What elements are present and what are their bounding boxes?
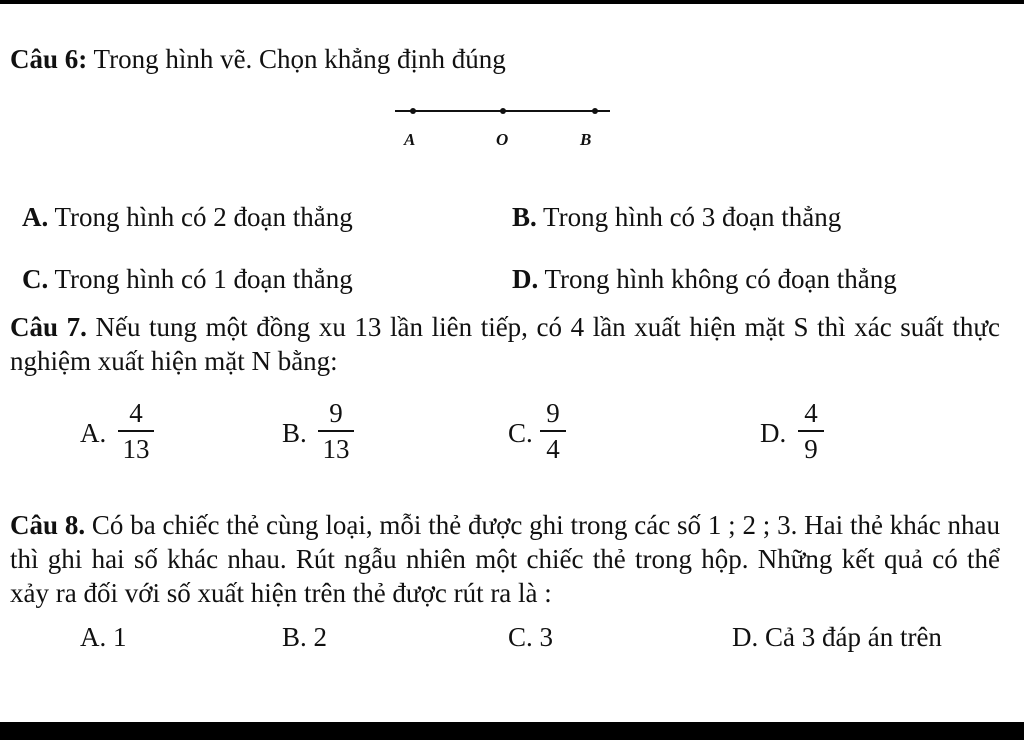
fraction-bar [318,430,354,432]
q6-number: Câu 6: [10,44,88,74]
q8-text: Có ba chiếc thẻ cùng loại, mỗi thẻ được ghi trong các số 1 ; 2 ; 3. Hai thẻ khác nhau thì ghi hai số khác nhau. Rút ngẫu nhiên một chiếc thẻ trong hộp. Những kết quả có thể xảy ra đối với số xuất hiện trên thẻ được rút ra là : [10,510,1000,608]
point-label-a: A [404,130,416,149]
q6-option-b-text: Trong hình có 3 đoạn thẳng [536,202,842,232]
q8-option-a: A. 1 [80,622,127,652]
q7-option-a-numerator: 4 [129,398,143,428]
point-a-dot [410,108,416,114]
q6-option-b-key: B. [512,202,537,232]
point-b-dot [592,108,598,114]
q7-option-b-key: B. [282,418,307,448]
q7-option-c-numerator: 9 [546,398,560,428]
fraction-bar [118,430,154,432]
q7-option-c-fraction [540,398,566,464]
q7-option-a-fraction [118,398,154,464]
point-label-o: O [496,130,509,149]
q7-prompt [10,310,1000,378]
q6-segment-figure [390,100,620,124]
fraction-bar [798,430,824,432]
q6-option-c-key: C. [22,264,49,294]
point-o-dot [500,108,506,114]
q6-text: Trong hình vẽ. Chọn khẳng định đúng [87,44,506,74]
q6-option-a-key: A. [22,202,49,232]
q7-option-c-key: C. [508,418,533,448]
q6-option-a [22,202,353,233]
point-label-b: B [580,130,592,149]
fraction-bar [540,430,566,432]
q8-option-c: C. 3 [508,622,554,652]
q7-option-a-denominator: 13 [122,434,150,464]
q7-option-d-fraction [798,398,824,464]
q7-option-b-denominator: 13 [322,434,350,464]
q7-option-d-key: D. [760,418,787,448]
q6-option-c [22,264,353,295]
q8-number: Câu 8. [10,510,86,540]
q7-option-b-fraction [318,398,354,464]
q6-option-d-text: Trong hình không có đoạn thẳng [538,264,897,294]
q6-prompt [10,44,506,75]
q7-option-c-denominator: 4 [546,434,560,464]
document-page [0,4,1024,722]
q7-option-b-numerator: 9 [329,398,343,428]
q7-number: Câu 7. [10,312,87,342]
q6-option-d [512,264,897,295]
q6-option-b [512,202,841,233]
q7-option-a-key: A. [80,418,107,448]
q6-option-c-text: Trong hình có 1 đoạn thẳng [48,264,353,294]
q7-option-d-numerator: 4 [804,398,818,428]
q8-prompt [10,508,1000,610]
q8-option-d: D. Cả 3 đáp án trên [732,622,942,652]
q6-option-d-key: D. [512,264,539,294]
q8-option-b: B. 2 [282,622,328,652]
q7-text: Nếu tung một đồng xu 13 lần liên tiếp, có 4 lần xuất hiện mặt S thì xác suất thực nghiệm xuất hiện mặt N bằng: [10,312,1001,376]
q6-option-a-text: Trong hình có 2 đoạn thẳng [48,202,353,232]
q7-option-d-denominator: 9 [804,434,818,464]
